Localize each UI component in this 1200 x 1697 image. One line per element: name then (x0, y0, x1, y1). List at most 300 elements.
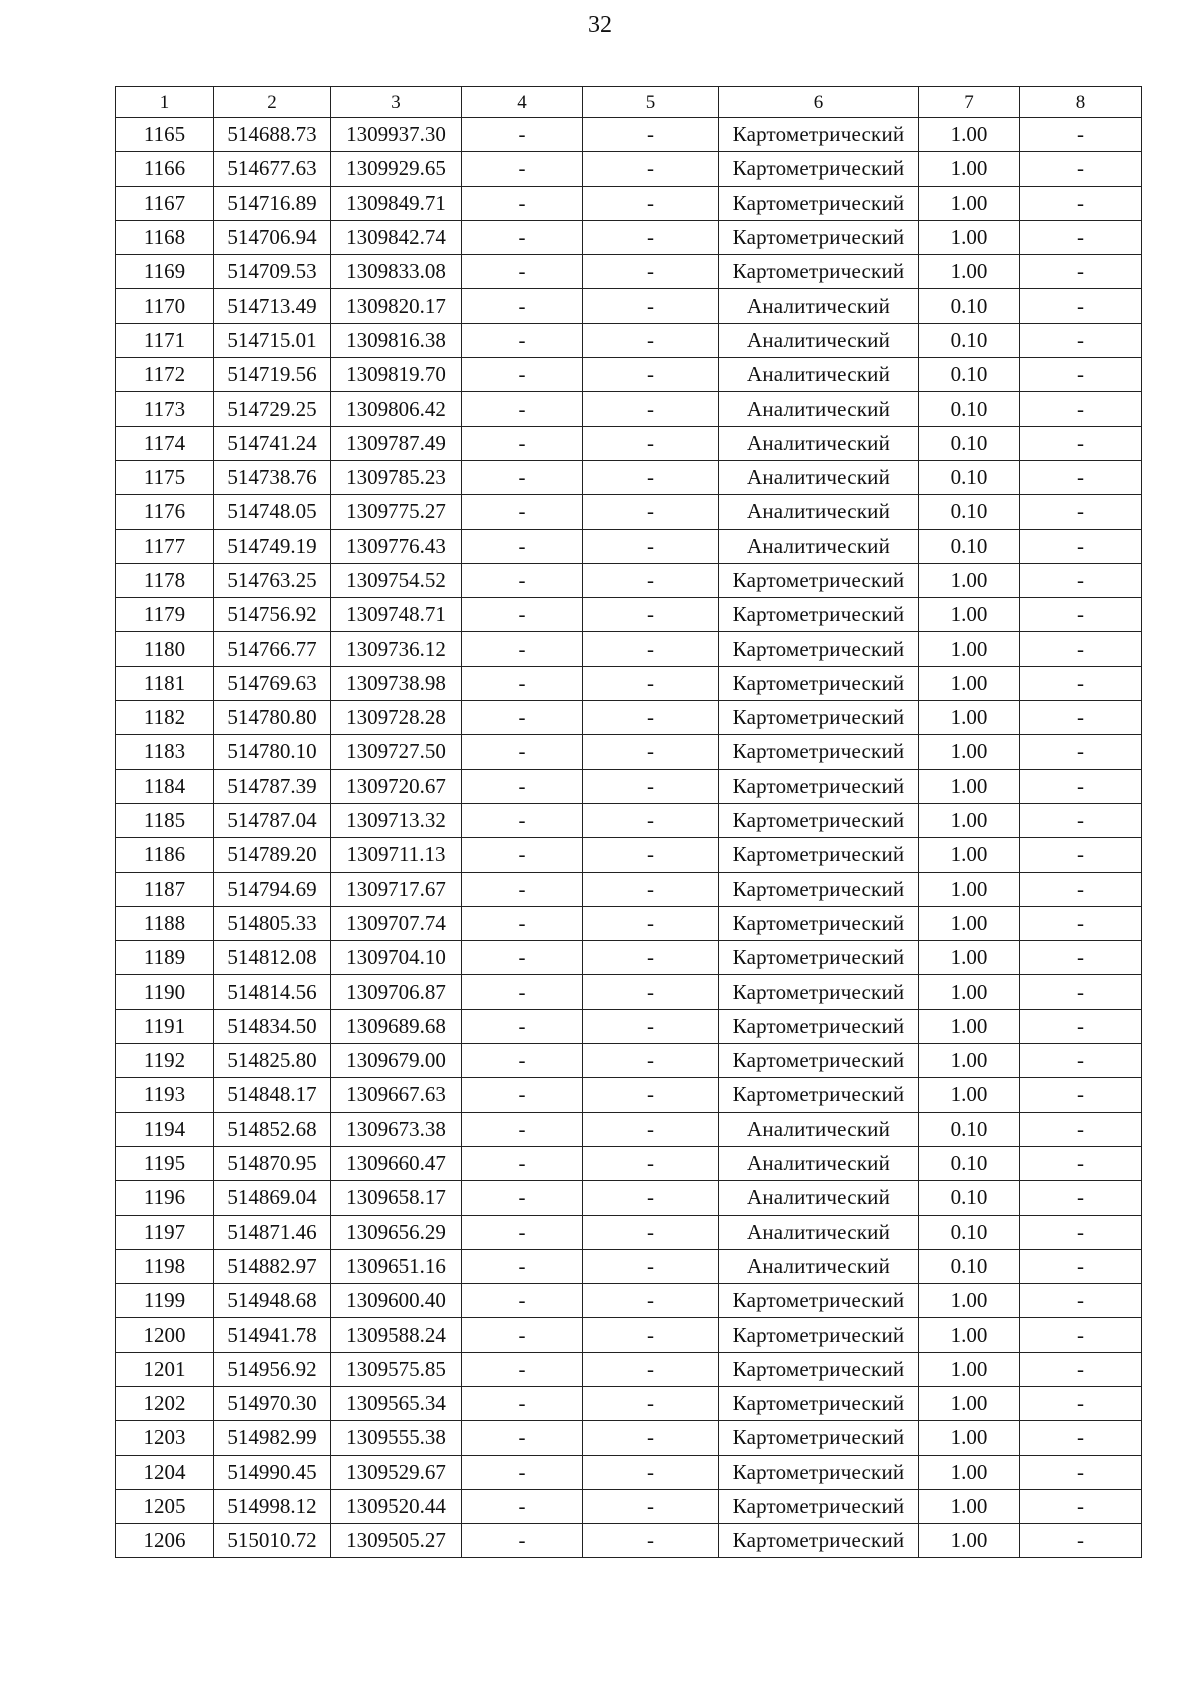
table-cell-col-3: 1309679.00 (331, 1044, 462, 1078)
table-cell-col-8: - (1020, 1112, 1142, 1146)
table-row (116, 1249, 1142, 1283)
table-cell-col-2: 514805.33 (214, 906, 331, 940)
table-cell-col-5: - (583, 1421, 719, 1455)
table-cell-col-7: 1.00 (919, 1284, 1020, 1318)
table-cell-col-2: 514719.56 (214, 358, 331, 392)
table-cell-col-2: 514794.69 (214, 872, 331, 906)
coordinates-table (115, 86, 1142, 1558)
table-cell-col-3: 1309529.67 (331, 1455, 462, 1489)
table-cell-col-8: - (1020, 598, 1142, 632)
table-cell-col-1: 1186 (116, 838, 214, 872)
table-cell-col-2: 514769.63 (214, 666, 331, 700)
table-cell-col-1: 1185 (116, 803, 214, 837)
table-cell-col-7: 1.00 (919, 255, 1020, 289)
table-row (116, 289, 1142, 323)
table-cell-col-8: - (1020, 838, 1142, 872)
table-cell-col-8: - (1020, 975, 1142, 1009)
table-cell-col-3: 1309849.71 (331, 186, 462, 220)
table-cell-col-1: 1171 (116, 323, 214, 357)
table-cell-col-4: - (462, 769, 583, 803)
table-cell-col-2: 514852.68 (214, 1112, 331, 1146)
table-cell-col-8: - (1020, 1009, 1142, 1043)
table-cell-col-4: - (462, 1352, 583, 1386)
table-cell-col-6: Картометрический (719, 1489, 919, 1523)
table-row (116, 392, 1142, 426)
table-cell-col-1: 1174 (116, 426, 214, 460)
table-header (116, 87, 1142, 118)
table-cell-col-4: - (462, 1009, 583, 1043)
column-header-7: 7 (919, 87, 1020, 118)
table-cell-col-6: Картометрический (719, 118, 919, 152)
table-cell-col-2: 514780.80 (214, 701, 331, 735)
table-cell-col-2: 514706.94 (214, 220, 331, 254)
table-cell-col-8: - (1020, 460, 1142, 494)
table-cell-col-1: 1188 (116, 906, 214, 940)
table-cell-col-8: - (1020, 872, 1142, 906)
table-cell-col-4: - (462, 1284, 583, 1318)
table-cell-col-1: 1201 (116, 1352, 214, 1386)
table-row (116, 735, 1142, 769)
table-cell-col-7: 1.00 (919, 769, 1020, 803)
table-cell-col-7: 1.00 (919, 1489, 1020, 1523)
table-cell-col-3: 1309555.38 (331, 1421, 462, 1455)
table-cell-col-8: - (1020, 529, 1142, 563)
table-row (116, 1078, 1142, 1112)
table-cell-col-4: - (462, 1421, 583, 1455)
table-cell-col-3: 1309819.70 (331, 358, 462, 392)
table-cell-col-1: 1173 (116, 392, 214, 426)
table-cell-col-8: - (1020, 358, 1142, 392)
table-cell-col-3: 1309706.87 (331, 975, 462, 1009)
table-cell-col-2: 514870.95 (214, 1146, 331, 1180)
table-cell-col-7: 1.00 (919, 1524, 1020, 1558)
table-cell-col-8: - (1020, 1284, 1142, 1318)
table-cell-col-6: Картометрический (719, 941, 919, 975)
table-cell-col-2: 514970.30 (214, 1386, 331, 1420)
table-cell-col-6: Картометрический (719, 1284, 919, 1318)
table-cell-col-2: 514677.63 (214, 152, 331, 186)
table-cell-col-2: 514738.76 (214, 460, 331, 494)
table-cell-col-3: 1309820.17 (331, 289, 462, 323)
table-cell-col-3: 1309727.50 (331, 735, 462, 769)
column-header-2: 2 (214, 87, 331, 118)
table-cell-col-8: - (1020, 1455, 1142, 1489)
table-cell-col-8: - (1020, 392, 1142, 426)
table-cell-col-6: Картометрический (719, 975, 919, 1009)
table-cell-col-4: - (462, 529, 583, 563)
table-cell-col-1: 1204 (116, 1455, 214, 1489)
table-cell-col-5: - (583, 495, 719, 529)
table-row (116, 529, 1142, 563)
table-cell-col-5: - (583, 1284, 719, 1318)
table-cell-col-7: 1.00 (919, 220, 1020, 254)
table-cell-col-6: Картометрический (719, 838, 919, 872)
table-cell-col-7: 1.00 (919, 1386, 1020, 1420)
table-cell-col-4: - (462, 1524, 583, 1558)
table-cell-col-8: - (1020, 255, 1142, 289)
table-row (116, 1318, 1142, 1352)
table-cell-col-8: - (1020, 906, 1142, 940)
table-cell-col-4: - (462, 701, 583, 735)
table-cell-col-4: - (462, 735, 583, 769)
column-header-3: 3 (331, 87, 462, 118)
table-cell-col-2: 514941.78 (214, 1318, 331, 1352)
table-row (116, 666, 1142, 700)
table-cell-col-6: Картометрический (719, 598, 919, 632)
table-cell-col-5: - (583, 186, 719, 220)
table-cell-col-2: 514814.56 (214, 975, 331, 1009)
table-cell-col-8: - (1020, 1181, 1142, 1215)
table-cell-col-4: - (462, 666, 583, 700)
table-cell-col-4: - (462, 1146, 583, 1180)
table-cell-col-2: 514713.49 (214, 289, 331, 323)
table-cell-col-3: 1309937.30 (331, 118, 462, 152)
table-cell-col-6: Картометрический (719, 1421, 919, 1455)
table-cell-col-7: 1.00 (919, 906, 1020, 940)
table-cell-col-5: - (583, 906, 719, 940)
table-row (116, 1009, 1142, 1043)
table-cell-col-1: 1180 (116, 632, 214, 666)
table-cell-col-6: Картометрический (719, 1352, 919, 1386)
table-row (116, 358, 1142, 392)
table-cell-col-4: - (462, 1455, 583, 1489)
table-cell-col-6: Картометрический (719, 1009, 919, 1043)
table-cell-col-8: - (1020, 1318, 1142, 1352)
table-cell-col-2: 514871.46 (214, 1215, 331, 1249)
table-cell-col-6: Картометрический (719, 220, 919, 254)
table-cell-col-5: - (583, 289, 719, 323)
table-cell-col-2: 514787.39 (214, 769, 331, 803)
table-cell-col-1: 1192 (116, 1044, 214, 1078)
table-row (116, 1455, 1142, 1489)
table-row (116, 152, 1142, 186)
table-row (116, 1352, 1142, 1386)
table-cell-col-1: 1202 (116, 1386, 214, 1420)
table-cell-col-4: - (462, 1215, 583, 1249)
table-cell-col-4: - (462, 872, 583, 906)
table-cell-col-3: 1309667.63 (331, 1078, 462, 1112)
table-cell-col-7: 0.10 (919, 426, 1020, 460)
table-cell-col-6: Картометрический (719, 1318, 919, 1352)
table-cell-col-5: - (583, 152, 719, 186)
table-cell-col-3: 1309704.10 (331, 941, 462, 975)
table-cell-col-1: 1191 (116, 1009, 214, 1043)
table-cell-col-3: 1309776.43 (331, 529, 462, 563)
table-cell-col-3: 1309785.23 (331, 460, 462, 494)
table-cell-col-4: - (462, 358, 583, 392)
table-cell-col-4: - (462, 1078, 583, 1112)
table-cell-col-5: - (583, 1009, 719, 1043)
table-cell-col-7: 0.10 (919, 1112, 1020, 1146)
table-cell-col-6: Аналитический (719, 1215, 919, 1249)
table-cell-col-6: Картометрический (719, 1078, 919, 1112)
table-cell-col-8: - (1020, 1421, 1142, 1455)
table-cell-col-3: 1309728.28 (331, 701, 462, 735)
table-cell-col-6: Картометрический (719, 1455, 919, 1489)
table-cell-col-1: 1206 (116, 1524, 214, 1558)
table-cell-col-6: Аналитический (719, 1112, 919, 1146)
table-cell-col-6: Картометрический (719, 1386, 919, 1420)
table-cell-col-2: 514948.68 (214, 1284, 331, 1318)
table-cell-col-4: - (462, 1489, 583, 1523)
table-cell-col-2: 514825.80 (214, 1044, 331, 1078)
table-cell-col-6: Аналитический (719, 392, 919, 426)
table-cell-col-2: 514741.24 (214, 426, 331, 460)
table-cell-col-3: 1309658.17 (331, 1181, 462, 1215)
table-cell-col-6: Картометрический (719, 701, 919, 735)
table-cell-col-6: Аналитический (719, 1181, 919, 1215)
table-cell-col-8: - (1020, 1078, 1142, 1112)
table-cell-col-3: 1309736.12 (331, 632, 462, 666)
table-cell-col-3: 1309816.38 (331, 323, 462, 357)
table-cell-col-1: 1168 (116, 220, 214, 254)
table-cell-col-7: 0.10 (919, 1215, 1020, 1249)
table-cell-col-8: - (1020, 220, 1142, 254)
table-cell-col-3: 1309600.40 (331, 1284, 462, 1318)
table-cell-col-7: 1.00 (919, 632, 1020, 666)
table-cell-col-2: 514848.17 (214, 1078, 331, 1112)
table-cell-col-3: 1309689.68 (331, 1009, 462, 1043)
table-cell-col-8: - (1020, 701, 1142, 735)
table-cell-col-2: 514787.04 (214, 803, 331, 837)
table-cell-col-8: - (1020, 1352, 1142, 1386)
table-cell-col-4: - (462, 118, 583, 152)
table-cell-col-5: - (583, 1181, 719, 1215)
table-cell-col-8: - (1020, 1386, 1142, 1420)
table-cell-col-2: 514766.77 (214, 632, 331, 666)
table-cell-col-7: 0.10 (919, 289, 1020, 323)
table-cell-col-8: - (1020, 1146, 1142, 1180)
table-cell-col-1: 1170 (116, 289, 214, 323)
table-cell-col-8: - (1020, 495, 1142, 529)
table-cell-col-1: 1165 (116, 118, 214, 152)
table-cell-col-7: 1.00 (919, 975, 1020, 1009)
table-cell-col-5: - (583, 1524, 719, 1558)
table-cell-col-2: 514729.25 (214, 392, 331, 426)
table-cell-col-2: 514749.19 (214, 529, 331, 563)
table-row (116, 1284, 1142, 1318)
table-cell-col-5: - (583, 803, 719, 837)
table-cell-col-3: 1309806.42 (331, 392, 462, 426)
table-cell-col-4: - (462, 323, 583, 357)
table-cell-col-4: - (462, 1249, 583, 1283)
table-cell-col-7: 0.10 (919, 323, 1020, 357)
table-cell-col-5: - (583, 975, 719, 1009)
table-cell-col-3: 1309833.08 (331, 255, 462, 289)
table-cell-col-7: 1.00 (919, 803, 1020, 837)
table-cell-col-1: 1181 (116, 666, 214, 700)
table-cell-col-7: 1.00 (919, 838, 1020, 872)
table-cell-col-5: - (583, 666, 719, 700)
table-cell-col-1: 1183 (116, 735, 214, 769)
table-cell-col-3: 1309651.16 (331, 1249, 462, 1283)
table-cell-col-5: - (583, 392, 719, 426)
table-row (116, 1215, 1142, 1249)
table-row (116, 323, 1142, 357)
table-cell-col-5: - (583, 632, 719, 666)
table-cell-col-2: 514763.25 (214, 563, 331, 597)
table-cell-col-2: 514869.04 (214, 1181, 331, 1215)
table-cell-col-8: - (1020, 769, 1142, 803)
table-cell-col-4: - (462, 255, 583, 289)
table-row (116, 1112, 1142, 1146)
table-row (116, 632, 1142, 666)
table-cell-col-1: 1193 (116, 1078, 214, 1112)
table-cell-col-2: 514780.10 (214, 735, 331, 769)
table-cell-col-4: - (462, 186, 583, 220)
table-cell-col-3: 1309787.49 (331, 426, 462, 460)
table-cell-col-7: 0.10 (919, 529, 1020, 563)
table-cell-col-7: 1.00 (919, 1044, 1020, 1078)
table-cell-col-5: - (583, 941, 719, 975)
table-cell-col-3: 1309754.52 (331, 563, 462, 597)
table-row (116, 1386, 1142, 1420)
table-cell-col-6: Картометрический (719, 1524, 919, 1558)
table-cell-col-4: - (462, 838, 583, 872)
table-cell-col-2: 514956.92 (214, 1352, 331, 1386)
table-cell-col-3: 1309656.29 (331, 1215, 462, 1249)
table-cell-col-8: - (1020, 426, 1142, 460)
table-cell-col-5: - (583, 1352, 719, 1386)
table-row (116, 872, 1142, 906)
table-cell-col-2: 515010.72 (214, 1524, 331, 1558)
table-cell-col-3: 1309565.34 (331, 1386, 462, 1420)
table-cell-col-5: - (583, 1386, 719, 1420)
table-cell-col-4: - (462, 975, 583, 1009)
table-row (116, 838, 1142, 872)
table-cell-col-2: 514756.92 (214, 598, 331, 632)
table-cell-col-2: 514789.20 (214, 838, 331, 872)
table-cell-col-4: - (462, 1181, 583, 1215)
table-cell-col-2: 514715.01 (214, 323, 331, 357)
table-cell-col-5: - (583, 1112, 719, 1146)
table-cell-col-8: - (1020, 323, 1142, 357)
table-row (116, 906, 1142, 940)
table-cell-col-1: 1203 (116, 1421, 214, 1455)
table-cell-col-4: - (462, 632, 583, 666)
table-row (116, 495, 1142, 529)
table-cell-col-1: 1189 (116, 941, 214, 975)
table-cell-col-6: Картометрический (719, 632, 919, 666)
table-cell-col-1: 1195 (116, 1146, 214, 1180)
table-cell-col-6: Картометрический (719, 735, 919, 769)
table-cell-col-5: - (583, 1044, 719, 1078)
table-cell-col-7: 1.00 (919, 1009, 1020, 1043)
table-cell-col-5: - (583, 460, 719, 494)
table-cell-col-7: 1.00 (919, 666, 1020, 700)
table-cell-col-5: - (583, 598, 719, 632)
table-cell-col-1: 1190 (116, 975, 214, 1009)
table-cell-col-1: 1166 (116, 152, 214, 186)
table-cell-col-5: - (583, 1146, 719, 1180)
table-cell-col-3: 1309842.74 (331, 220, 462, 254)
table-row (116, 803, 1142, 837)
table-cell-col-7: 1.00 (919, 118, 1020, 152)
page-number: 32 (588, 12, 612, 38)
table-row (116, 563, 1142, 597)
table-cell-col-4: - (462, 460, 583, 494)
table-cell-col-1: 1197 (116, 1215, 214, 1249)
table-cell-col-5: - (583, 701, 719, 735)
table-cell-col-3: 1309713.32 (331, 803, 462, 837)
table-cell-col-7: 1.00 (919, 1421, 1020, 1455)
table-row (116, 598, 1142, 632)
table-cell-col-5: - (583, 1249, 719, 1283)
table-row (116, 460, 1142, 494)
table-cell-col-5: - (583, 323, 719, 357)
table-cell-col-6: Аналитический (719, 323, 919, 357)
table-row (116, 1181, 1142, 1215)
table-cell-col-5: - (583, 1318, 719, 1352)
table-cell-col-7: 0.10 (919, 460, 1020, 494)
table-cell-col-7: 1.00 (919, 872, 1020, 906)
table-cell-col-6: Картометрический (719, 186, 919, 220)
table-row (116, 426, 1142, 460)
column-header-4: 4 (462, 87, 583, 118)
table-cell-col-2: 514709.53 (214, 255, 331, 289)
table-cell-col-5: - (583, 735, 719, 769)
table-cell-col-4: - (462, 1044, 583, 1078)
table-row (116, 975, 1142, 1009)
table-cell-col-7: 0.10 (919, 1249, 1020, 1283)
table-cell-col-7: 1.00 (919, 1078, 1020, 1112)
table-cell-col-3: 1309673.38 (331, 1112, 462, 1146)
table-cell-col-6: Картометрический (719, 255, 919, 289)
table-cell-col-2: 514834.50 (214, 1009, 331, 1043)
table-cell-col-4: - (462, 803, 583, 837)
table-cell-col-2: 514990.45 (214, 1455, 331, 1489)
table-cell-col-6: Картометрический (719, 769, 919, 803)
table-row (116, 118, 1142, 152)
table-cell-col-5: - (583, 1455, 719, 1489)
table-row (116, 1044, 1142, 1078)
table-row (116, 255, 1142, 289)
table-cell-col-1: 1172 (116, 358, 214, 392)
table-cell-col-3: 1309575.85 (331, 1352, 462, 1386)
column-header-5: 5 (583, 87, 719, 118)
table-cell-col-6: Аналитический (719, 426, 919, 460)
table-cell-col-2: 514716.89 (214, 186, 331, 220)
table-cell-col-3: 1309720.67 (331, 769, 462, 803)
table-cell-col-6: Картометрический (719, 803, 919, 837)
table-row (116, 1489, 1142, 1523)
table-cell-col-3: 1309748.71 (331, 598, 462, 632)
table-cell-col-7: 0.10 (919, 1146, 1020, 1180)
table-cell-col-6: Картометрический (719, 563, 919, 597)
table-cell-col-4: - (462, 906, 583, 940)
column-header-6: 6 (719, 87, 919, 118)
table-cell-col-3: 1309660.47 (331, 1146, 462, 1180)
table-cell-col-4: - (462, 495, 583, 529)
table-cell-col-5: - (583, 563, 719, 597)
table-cell-col-1: 1169 (116, 255, 214, 289)
table-cell-col-7: 1.00 (919, 735, 1020, 769)
table-cell-col-8: - (1020, 118, 1142, 152)
table-cell-col-1: 1196 (116, 1181, 214, 1215)
table-cell-col-1: 1199 (116, 1284, 214, 1318)
table-cell-col-6: Аналитический (719, 1146, 919, 1180)
table-cell-col-7: 0.10 (919, 1181, 1020, 1215)
table-cell-col-5: - (583, 529, 719, 563)
table-cell-col-1: 1167 (116, 186, 214, 220)
table-cell-col-6: Аналитический (719, 289, 919, 323)
table-cell-col-5: - (583, 118, 719, 152)
table-cell-col-2: 514688.73 (214, 118, 331, 152)
table-cell-col-2: 514982.99 (214, 1421, 331, 1455)
table-row (116, 1146, 1142, 1180)
table-cell-col-5: - (583, 1078, 719, 1112)
column-header-8: 8 (1020, 87, 1142, 118)
